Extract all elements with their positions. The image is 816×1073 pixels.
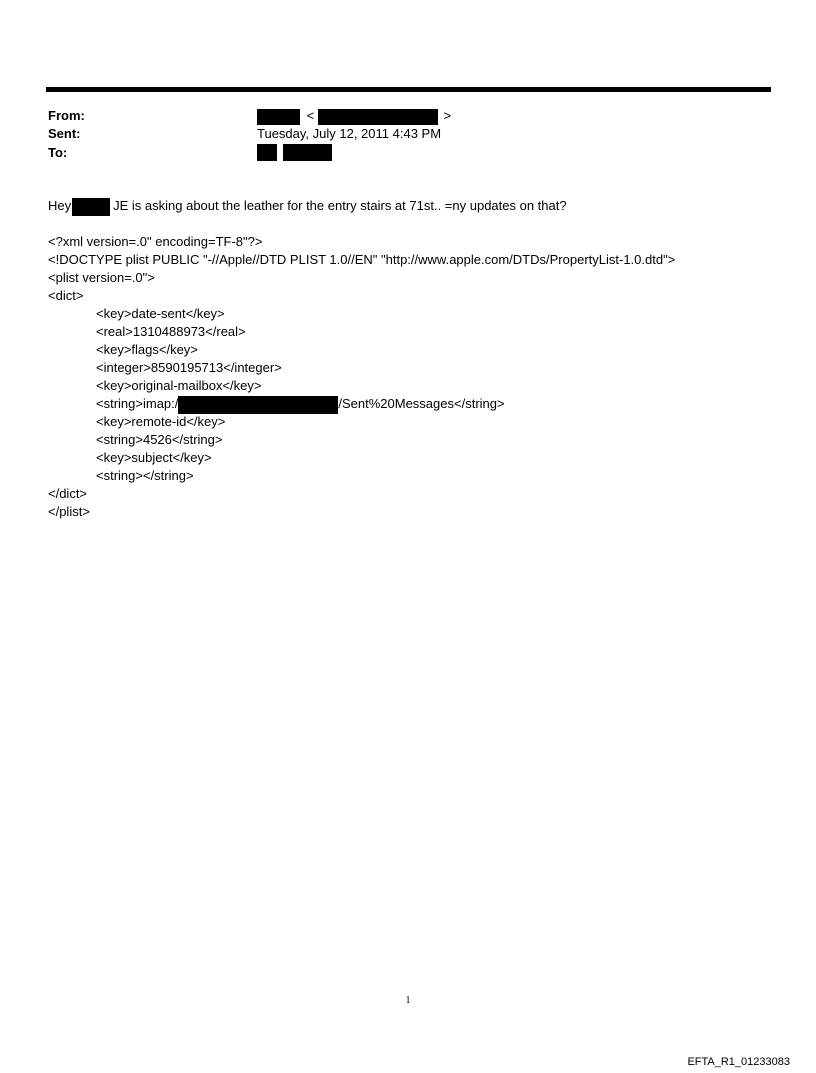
page-number: 1: [405, 995, 411, 1006]
greeting-pre: Hey: [48, 198, 72, 213]
from-value: [257, 108, 451, 125]
to-label: To:: [48, 145, 68, 160]
header-rule: [46, 87, 771, 92]
sent-value: Tuesday, July 12, 2011 4:43 PM: [257, 126, 442, 141]
mailbox-suffix: /Sent%20Messages</string>: [338, 396, 505, 411]
xml-line: <key>date-sent</key>: [96, 306, 225, 321]
greeting-line: [48, 197, 567, 216]
redaction-recipient-name: [72, 198, 110, 216]
sent-label: Sent:: [48, 126, 81, 141]
from-lt: <: [306, 108, 315, 123]
redaction-to-first: [257, 144, 277, 161]
greeting-post: JE is asking about the leather for the entry stairs at 71st.. =ny updates on that?: [113, 198, 567, 213]
document-id: EFTA_R1_01233083: [687, 1056, 790, 1068]
xml-line: <key>flags</key>: [96, 342, 198, 357]
redaction-to-last: [283, 144, 332, 161]
xml-line: <plist version=.0">: [48, 270, 155, 285]
xml-line: <string></string>: [96, 468, 194, 483]
xml-line: </plist>: [48, 504, 90, 519]
xml-line-mailbox: [96, 395, 505, 414]
redaction-from-email: [318, 109, 438, 125]
mailbox-prefix: <string>imap:/: [96, 396, 179, 411]
redaction-from-name: [257, 109, 300, 125]
xml-line: <key>subject</key>: [96, 450, 212, 465]
from-label: From:: [48, 108, 85, 123]
to-value: [257, 144, 332, 161]
xml-line: <!DOCTYPE plist PUBLIC "-//Apple//DTD PLIST 1.0//EN" "http://www.apple.com/DTDs/PropertyList-1.0.dtd">: [48, 252, 676, 267]
xml-line: <dict>: [48, 288, 84, 303]
from-gt: >: [443, 108, 452, 123]
xml-line: <?xml version=.0" encoding=TF-8"?>: [48, 234, 263, 249]
xml-line: </dict>: [48, 486, 88, 501]
redaction-mailbox-path: [178, 396, 338, 414]
xml-line: <key>remote-id</key>: [96, 414, 226, 429]
xml-line: <key>original-mailbox</key>: [96, 378, 262, 393]
xml-line: <integer>8590195713</integer>: [96, 360, 282, 375]
xml-line: <real>1310488973</real>: [96, 324, 246, 339]
xml-line: <string>4526</string>: [96, 432, 223, 447]
